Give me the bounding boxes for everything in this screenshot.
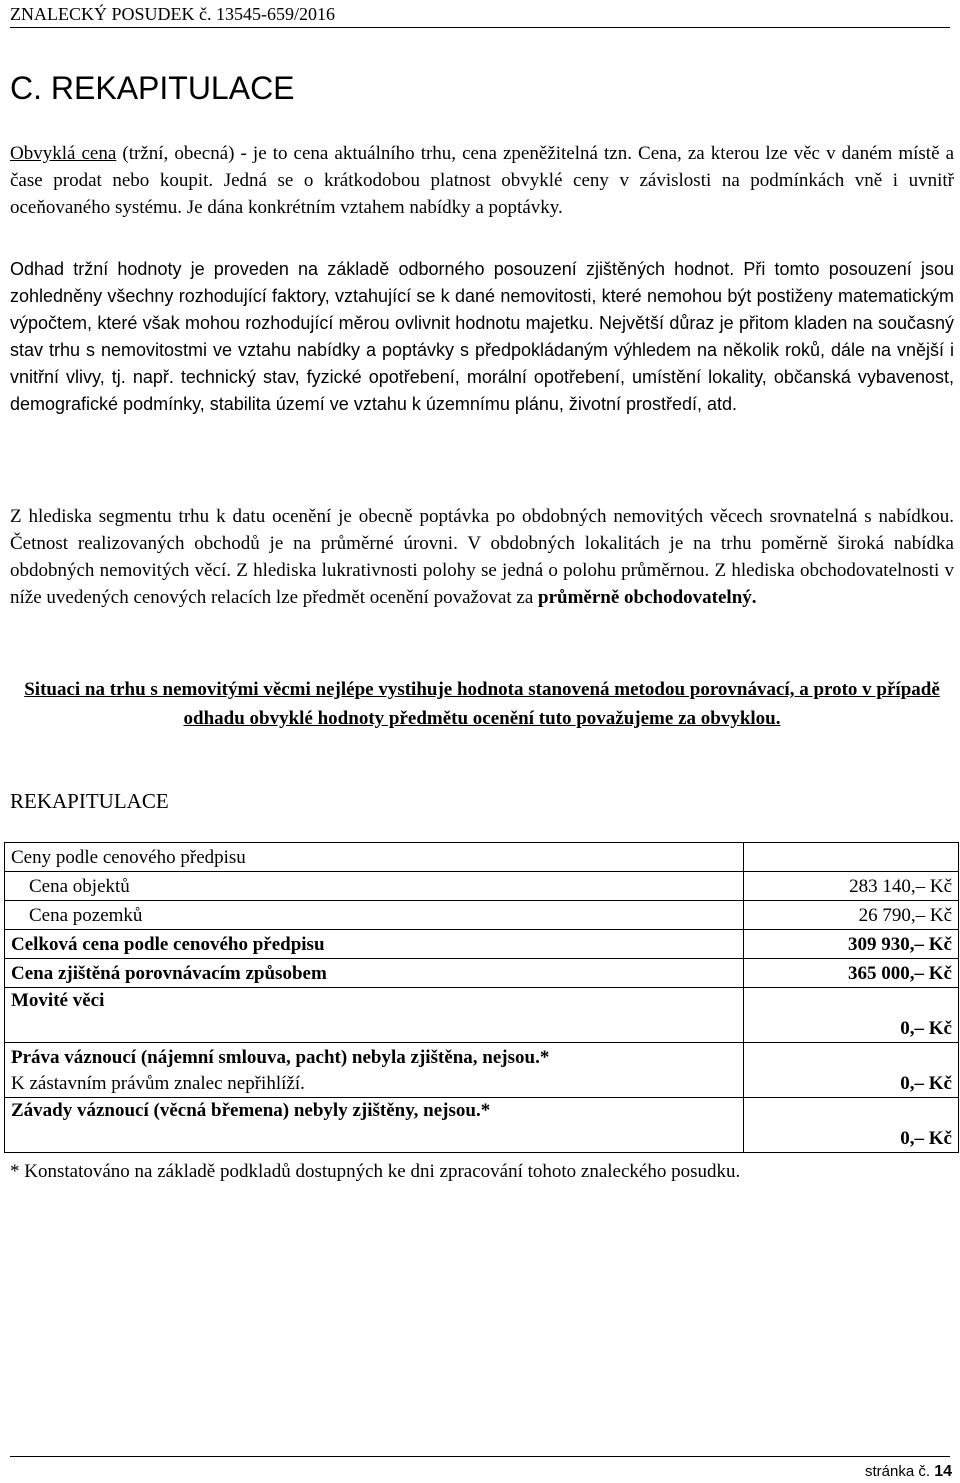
table-row [5,901,959,930]
segment-paragraph [10,503,954,611]
table-row [5,930,959,959]
recap-label-rights: Práva váznoucí (nájemní smlouva, pacht) nebyla zjištěna, nejsou.* [11,1047,550,1068]
recap-value-empty [744,843,959,872]
table-row [5,1043,959,1098]
table-row [5,872,959,901]
recap-label-liens: K zástavním právům znalec nepřihlíží. [11,1073,305,1094]
recap-label-total: Celková cena podle cenového předpisu [5,930,744,959]
section-title: C. REKAPITULACE [10,70,295,106]
estimate-body: Při tomto posouzení jsou zohledněny všechny rozhodující faktory, vztahující se k dané nemovitosti, které nemohou být postiženy matematickým výpočtem, které však mohou rozhodující měrou ovlivnit hodnotu majetku. Největší důraz je přitom kladen na současný stav trhu s nemovitostmi ve vztahu nabídky a poptávky s předpokládaným výhledem na několik roků, dále na vnější i vnitřní vlivy, tj. např. technický stav, fyzické opotřebení, morální opotřebení, umístění lokality, občanská vybavenost, demografické podmínky, stabilita území ve vztahu k územnímu plánu, životní prostředí, atd. [10,259,954,414]
footer-divider [10,1456,950,1457]
estimate-paragraph [10,256,954,418]
page-label: stránka č. [865,1463,931,1480]
segment-text: Z hlediska segmentu trhu k datu ocenění je obecně poptávka po obdobných nemovitých věcech srovnatelná s nabídkou. Četnost realizovaných obchodů je na průměrné úrovni. V obdobných lokalitách je na trhu poměrně široká nabídka obdobných nemovitých věcí. Z hlediska lukrativnosti polohy se jedná o polohu průměrnou. Z hlediska obchodovatelnosti v níže uvedených cenových relacích lze předmět ocenění považovat za [10,506,954,608]
segment-bold-end: průměrně obchodovatelný. [538,587,757,608]
recap-value-defects: 0,– Kč [744,1098,959,1153]
recap-label: REKAPITULACE [10,789,169,813]
recap-label-movables: Movité věci [5,988,744,1043]
table-row [5,843,959,872]
recap-footnote: * Konstatováno na základě podkladů dostupných ke dni zpracování tohoto znaleckého posudku. [10,1161,741,1182]
term-definition: (tržní, obecná) - je to cena aktuálního trhu, cena zpeněžitelná tzn. Cena, za kterou lze věc v daném místě a čase prodat nebo koupit. Jedná se o krátkodobou platnost obvyklé ceny v závislosti na podmínkách vně i uvnitř oceňovaného systému. Je dána konkrétním vztahem nabídky a poptávky. [10,143,955,218]
recap-value-rights: 0,– Kč [744,1043,959,1098]
page-footer [865,1463,952,1481]
header-divider [10,27,950,28]
recap-value-land: 26 790,– Kč [744,901,959,930]
estimate-lead: Odhad tržní hodnoty je proveden na základě odborného posouzení zjištěných hodnot. [10,259,735,279]
recap-rights-cell [5,1043,744,1098]
term-obvykla-cena: Obvyklá cena [10,143,117,164]
page-number: 14 [934,1463,952,1480]
recap-label-defects: Závady váznoucí (věcná břemena) nebyly zjištěny, nejsou.* [5,1098,744,1153]
recap-value-comparative: 365 000,– Kč [744,959,959,988]
intro-paragraph [10,140,954,221]
recap-label-land: Cena pozemků [5,901,744,930]
recap-group-heading: Ceny podle cenového předpisu [5,843,744,872]
recap-value-objects: 283 140,– Kč [744,872,959,901]
market-situation-statement: Situaci na trhu s nemovitými věcmi nejlépe vystihuje hodnota stanovená metodou porovnávací, a proto v případě odhadu obvyklé hodnoty předmětu ocenění tuto považujeme za obvyklou. [24,679,940,729]
table-row [5,959,959,988]
recap-table [4,842,959,1153]
document-header: ZNALECKÝ POSUDEK č. 13545-659/2016 [10,4,335,24]
recap-label-objects: Cena objektů [5,872,744,901]
recap-value-total: 309 930,– Kč [744,930,959,959]
recap-value-movables: 0,– Kč [744,988,959,1043]
recap-label-comparative: Cena zjištěná porovnávacím způsobem [5,959,744,988]
table-row [5,1098,959,1153]
table-row [5,988,959,1043]
